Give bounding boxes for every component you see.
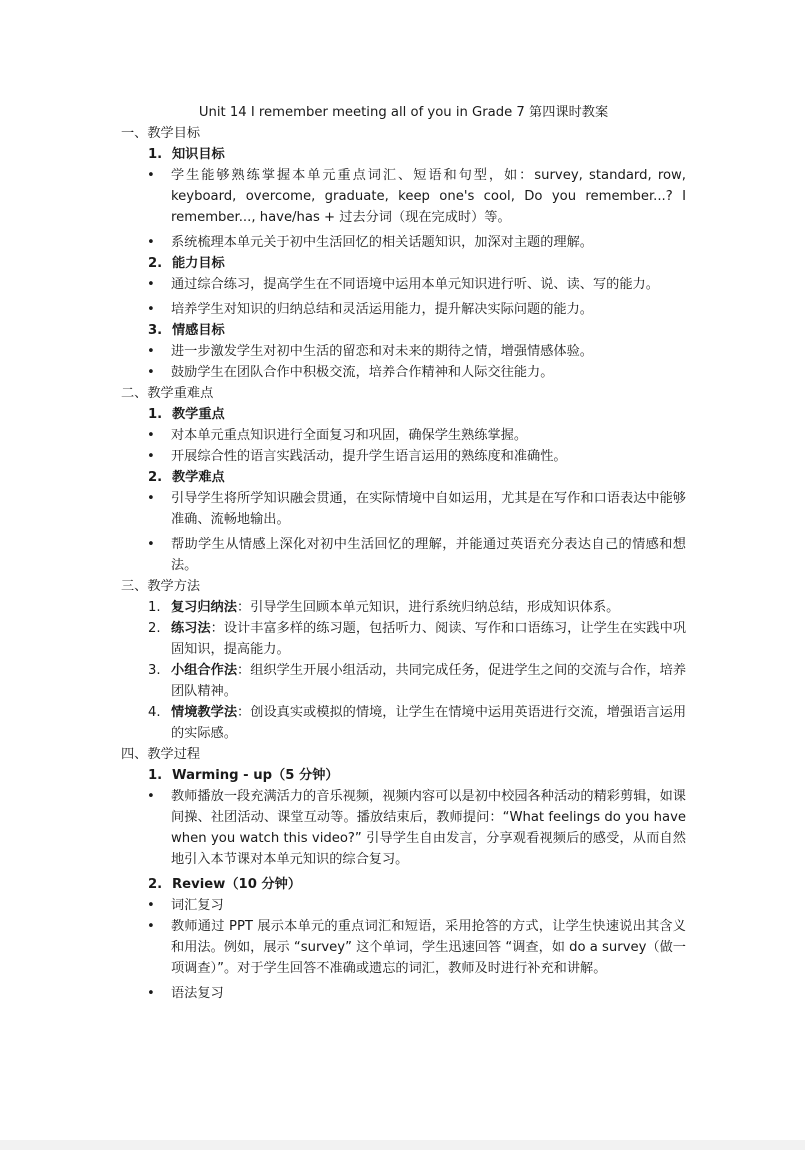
bullet-item: • 语法复习 xyxy=(121,983,686,1004)
method-item: 2. 练习法：设计丰富多样的练习题，包括听力、阅读、写作和口语练习，让学生在实践中巩固知识，提高能力。 xyxy=(148,621,687,657)
doc-title: Unit 14 I remember meeting all of you in Grade 7 第四课时教案 xyxy=(198,105,609,120)
subheading-key-points: 1. 教学重点 xyxy=(148,407,225,422)
bullet-item: • 引导学生将所学知识融会贯通，在实际情境中自如运用，尤其是在写作和口语表达中能够准确、流畅地输出。 xyxy=(121,488,686,530)
bullet-item: • 培养学生对知识的归纳总结和灵活运用能力，提升解决实际问题的能力。 xyxy=(121,299,686,320)
bullet-item: • 鼓励学生在团队合作中积极交流，培养合作精神和人际交往能力。 xyxy=(121,362,686,383)
section-heading-3: 三、教学方法 xyxy=(121,579,201,594)
section-heading-2: 二、教学重难点 xyxy=(121,386,214,401)
subheading-emotion-goals: 3. 情感目标 xyxy=(148,323,225,338)
subheading-knowledge-goals: 1. 知识目标 xyxy=(148,147,225,162)
method-item: 4. 情境教学法：创设真实或模拟的情境，让学生在情境中运用英语进行交流，增强语言运用的实际感。 xyxy=(148,705,687,741)
bullet-item: • 系统梳理本单元关于初中生活回忆的相关话题知识，加深对主题的理解。 xyxy=(121,232,686,253)
lesson-plan xyxy=(121,102,686,1004)
subheading-ability-goals: 2. 能力目标 xyxy=(148,256,225,271)
bullet-item: • 教师播放一段充满活力的音乐视频，视频内容可以是初中校园各种活动的精彩剪辑，如课间操、社团活动、课堂互动等。播放结束后，教师提问：“What feelings do you have when you watch this video?” 引导学生自由发言，分享观看视频后的感受，从而自然地引入本节课对本单元知识的综合复习。 xyxy=(121,786,686,870)
bullet-item: • 对本单元重点知识进行全面复习和巩固，确保学生熟练掌握。 xyxy=(121,425,686,446)
bullet-item: • 开展综合性的语言实践活动，提升学生语言运用的熟练度和准确性。 xyxy=(121,446,686,467)
bullet-item: • 词汇复习 xyxy=(121,895,686,916)
method-item: 1. 复习归纳法：引导学生回顾本单元知识，进行系统归纳总结，形成知识体系。 xyxy=(148,600,620,615)
bullet-item: • 通过综合练习，提高学生在不同语境中运用本单元知识进行听、说、读、写的能力。 xyxy=(121,274,686,295)
method-item: 3. 小组合作法：组织学生开展小组活动，共同完成任务，促进学生之间的交流与合作，培养团队精神。 xyxy=(148,663,687,699)
bullet-item: • 学生能够熟练掌握本单元重点词汇、短语和句型，如：survey, standard, row, keyboard, overcome, graduate, keep one's cool, Do you remember...? I remember..., have/has + 过去分词（现在完成时）等。 xyxy=(121,165,686,228)
step-heading-warming-up: 1. Warming - up（5 分钟） xyxy=(148,768,339,783)
section-heading-1: 一、教学目标 xyxy=(121,126,201,141)
bullet-item: • 教师通过 PPT 展示本单元的重点词汇和短语，采用抢答的方式，让学生快速说出其含义和用法。例如，展示 “survey” 这个单词，学生迅速回答 “调查，如 do a survey（做一项调查）”。对于学生回答不准确或遗忘的词汇，教师及时进行补充和讲解。 xyxy=(121,916,686,979)
bullet-item: • 帮助学生从情感上深化对初中生活回忆的理解，并能通过英语充分表达自己的情感和想法。 xyxy=(121,534,686,576)
section-heading-4: 四、教学过程 xyxy=(121,747,201,762)
subheading-difficult-points: 2. 教学难点 xyxy=(148,470,225,485)
bullet-item: • 进一步激发学生对初中生活的留恋和对未来的期待之情，增强情感体验。 xyxy=(121,341,686,362)
step-heading-review: 2. Review（10 分钟） xyxy=(148,877,302,892)
